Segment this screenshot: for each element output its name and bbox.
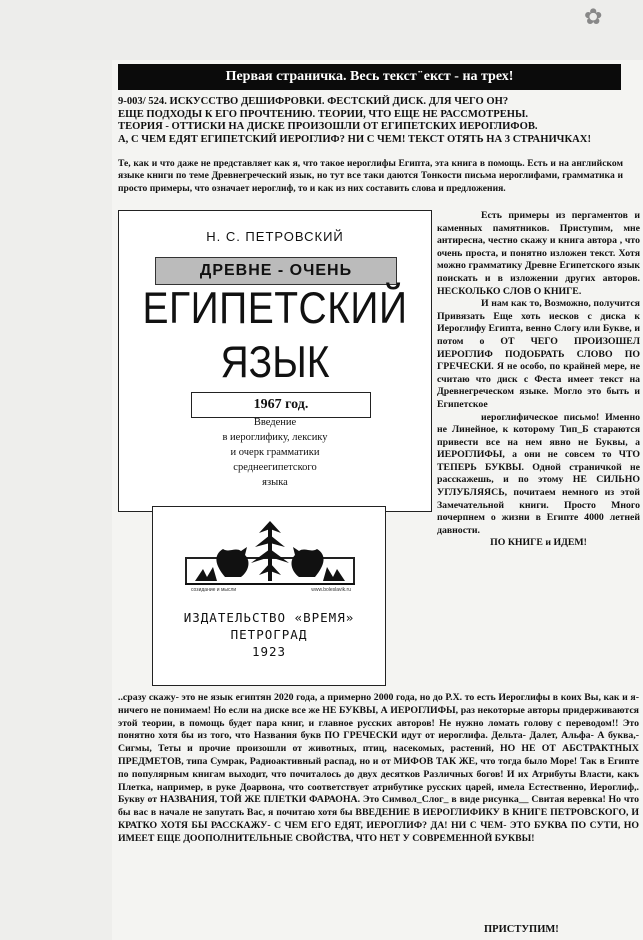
ornament-caption-right: www.boleslavik.ru xyxy=(311,587,351,593)
side-subheading: ПО КНИГЕ и ИДЕМ! xyxy=(490,537,587,549)
page-banner: Первая страничка. Весь текст ̈ екст - на трех! xyxy=(118,64,621,90)
book-title-line2: ЯЗЫК xyxy=(220,337,330,388)
corner-stamp-icon: ✿ xyxy=(584,4,603,29)
heading-line: ТЕОРИЯ - ОТТИСКИ НА ДИСКЕ ПРОИЗОШЛИ ОТ ЕГИПЕТСКИХ ИЕРОГЛИФОВ. xyxy=(118,121,538,133)
book-band: ДРЕВНЕ - ОЧЕНЬ xyxy=(155,257,397,285)
book-author: Н. С. ПЕТРОВСКИЙ xyxy=(206,229,344,244)
ornament-birds-icon xyxy=(185,517,355,595)
main-paragraph: ..сразу скажу- это не язык египтян 2020 года, а примерно 2000 года, но до Р.Х. то есть Иероглифы в коих Вы, как и я- ничего не понимаем! Но если на диске все же НЕ БУКВЫ, А ИЕРОГЛИФЫ, раз некоторые авторы придерживаются этой теории, в помощь будет пара книг, и главное русских авторов! Не нужно ломать голову с переводом!! Это понятно хотя бы из того, что Названия букв ПО ГРЕЧЕСКИ идут от иероглифа. Дельта- Далет, Альфа- А буква,- Сигмы, Теты и прочие произошли от животных, птиц, насекомых, растений, НО НЕ ОТ АБСТРАКТНЫХ ПРЕДМЕТОВ, типа Сумрак, Радиоактивный распад, но и от МИФОВ ТАК ЖЕ, что тогда было Море! Так в Египте по популярным книгам выходит, что почиталось до двух десятков Различных богов! И их Атрибуты Власти, какъ Плетка, например, в руке Доарвона, что соответствует атрибутике русских царей, имела Естественно, Иероглиф,. Букву от НАЗВАНИЯ, ТОЙ ЖЕ ПЛЕТКИ ФАРАОНА. Это Символ_Слог_ в виде рисунка__ Свитая веревка! Но что бы вас в начале не запутать Вас, я почитаю хотя бы ВВЕДЕНИЕ В ИЕРОГЛИФИКУ В КНИГЕ ПЕТРОВСКОГО, И КРАТКО ХОТЯ БЫ РАССКАЖУ- С ЧЕМ ЕГО ЕДЯТ, ИЕРОГЛИФ? ДА! НИ С ЧЕМ- ЭТО БУКВА ПО СУТИ, НО ИМЕЕТ ЕЩЕ ДООПОЛНИТЕЛЬНЫЕ СВОЙСТВА, ЧТО НЕТ У СОВРЕМЕННОЙ БУКВЫ! xyxy=(118,692,639,844)
book-year: 1967 год. xyxy=(191,392,371,418)
heading-line: ЕЩЕ ПОДХОДЫ К ЕГО ПРОЧТЕНИЮ. ТЕОРИИ, ЧТО ЕЩЕ НЕ РАССМОТРЕНЫ. xyxy=(118,108,529,120)
publisher-year: 1923 xyxy=(251,644,287,659)
publisher-name: ИЗДАТЕЛЬСТВО «ВРЕМЯ» xyxy=(183,610,355,625)
left-margin xyxy=(0,60,112,940)
subtitle-line: языка xyxy=(262,477,288,488)
publisher-city: ПЕТРОГРАД xyxy=(230,627,308,642)
publisher-page-image xyxy=(152,506,386,686)
ornament-caption xyxy=(191,587,351,593)
subtitle-line: и очерк грамматики xyxy=(230,447,320,458)
side-paragraph: иероглифическое письмо! Именно не Линейное, к которому Тип_Б стараются привести все на нем явно не Буквы, а ИЕРОГЛИФЫ, а они не совсем то ЧТО ТЕПЕРЬ БУКВЫ. Одной страничкой не расскажешь, и по этому НЕ СИЛЬНО УГЛУБЛЯЯСЬ, почитаем немного из этой Замечательной книги. Просто Много почерпнем о жизни в Египте 4000 летней давности. xyxy=(437,411,640,536)
intro-paragraph: Те, как и что даже не представляет как я, что такое иероглифы Египта, эта книга в помощь. Есть и на английском языке книги по теме Древнегреческий язык, но тут все таки даются Тонкости письма иероглифами, грамматика и просто примеры, что означает иероглиф, то и как из них составить слова и предложения. xyxy=(118,158,623,194)
side-paragraph: Есть примеры из пергаментов и каменных памятников. Приступим, мне антиресна, честно скажу и книга автора , что очень проста, и понятно изложен текст. Хотя можно грамматику Древне Египетского язык поискать и в изложении других авторов. НЕСКОЛЬКО СЛОВ О КНИГЕ. xyxy=(437,210,640,297)
subtitle-line: среднеегипетского xyxy=(233,462,317,473)
book-subtitle xyxy=(119,415,431,490)
ornament-caption-left: созидание и мысли xyxy=(191,587,237,593)
heading-line: А, С ЧЕМ ЕДЯТ ЕГИПЕТСКИЙ ИЕРОГЛИФ? НИ С ЧЕМ! ТЕКСТ ОТЯТЬ НА 3 СТРАНИЧКАХ! xyxy=(118,133,591,145)
side-paragraph: И нам как то, Возможно, получится Привязать Еще хоть иесков с диска к Иероглифу Египта, венно Слогу или Букве, и потом о ОТ ЧЕГО ПРОИЗОШЕЛ ИЕРОГЛИФ ПОДОБРАТЬ СЛОВО ПО ГРЕЧЕСКИ. Я не особо, по крайней мере, не считаю что диск с Феста имеет текст на Древнегреческом языке. Могло это быть и Египетское xyxy=(437,298,640,410)
publisher-imprint xyxy=(153,609,385,660)
book-cover-image xyxy=(118,210,432,512)
subtitle-line: Введение xyxy=(253,417,297,428)
book-title-line1: ЕГИПЕТСКИЙ xyxy=(142,283,408,334)
heading-line: 9-003/ 524. ИСКУССТВО ДЕШИФРОВКИ. ФЕСТСКИЙ ДИСК. ДЛЯ ЧЕГО ОН? xyxy=(118,96,509,107)
side-column xyxy=(437,210,640,550)
subtitle-line: в иероглифику, лексику xyxy=(222,432,328,443)
article-heading xyxy=(118,96,623,146)
closing-line: ПРИСТУПИМ! xyxy=(484,924,559,935)
top-margin xyxy=(0,0,643,60)
